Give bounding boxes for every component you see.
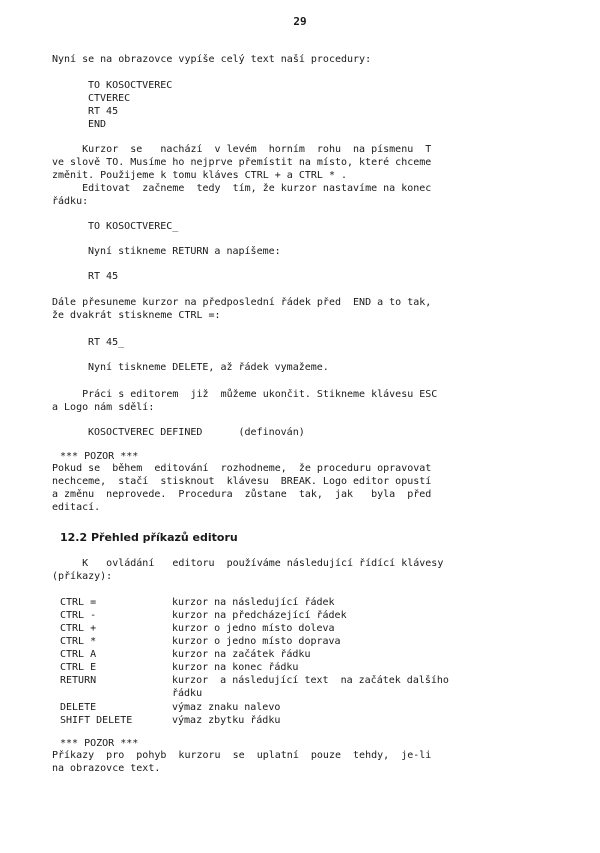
warning-line: editací. bbox=[52, 502, 101, 513]
procedure-line: TO KOSOCTVEREC bbox=[88, 80, 173, 91]
paragraph-line: Práci s editorem již můžeme ukončit. Stikneme klávesu ESC bbox=[52, 389, 438, 400]
section-heading: 12.2 Přehled příkazů editoru bbox=[60, 531, 238, 544]
code-line: KOSOCTVEREC DEFINED (definován) bbox=[88, 427, 305, 438]
command-description: kurzor na začátek řádku bbox=[172, 649, 311, 660]
warning-line: Příkazy pro pohyb kurzoru se uplatní pouze tehdy, je-li bbox=[52, 750, 432, 761]
warning-line: nechceme, stačí stisknout klávesu BREAK. Logo editor opustí bbox=[52, 476, 432, 487]
paragraph-line: změnit. Použijeme k tomu kláves CTRL + a CTRL * . bbox=[52, 170, 348, 181]
paragraph-line: Kurzor se nachází v levém horním rohu na písmenu T bbox=[52, 144, 432, 155]
command-description: kurzor na následující řádek bbox=[172, 597, 335, 608]
instruction-text: Nyní tiskneme DELETE, až řádek vymažeme. bbox=[88, 362, 329, 373]
command-description: kurzor na předcházející řádek bbox=[172, 610, 347, 621]
command-description: kurzor a následující text na začátek dalšího řádku bbox=[172, 675, 449, 699]
command-description: kurzor o jedno místo doleva bbox=[172, 623, 335, 634]
command-description: kurzor o jedno místo doprava bbox=[172, 636, 341, 647]
paragraph-line: a Logo nám sdělí: bbox=[52, 402, 155, 413]
procedure-line: END bbox=[88, 119, 107, 130]
command-key: CTRL - bbox=[60, 610, 97, 621]
command-key: CTRL E bbox=[60, 662, 97, 673]
command-key: CTRL A bbox=[60, 649, 97, 660]
page-number: 29 bbox=[293, 15, 307, 28]
command-description: výmaz zbytku řádku bbox=[172, 715, 281, 726]
command-key: RETURN bbox=[60, 675, 97, 686]
command-key: CTRL = bbox=[60, 597, 97, 608]
instruction-text: Nyní stikneme RETURN a napíšeme: bbox=[88, 246, 281, 257]
paragraph-line: (příkazy): bbox=[52, 571, 113, 582]
warning-line: na obrazovce text. bbox=[52, 763, 161, 774]
command-key: CTRL * bbox=[60, 636, 97, 647]
paragraph-line: K ovládání editoru používáme následující řídící klávesy bbox=[52, 558, 444, 569]
code-line: RT 45 bbox=[88, 271, 119, 282]
command-description: kurzor na konec řádku bbox=[172, 662, 299, 673]
warning-line: a změnu neprovede. Procedura zůstane tak, jak byla před bbox=[52, 489, 432, 500]
paragraph-line: že dvakrát stiskneme CTRL =: bbox=[52, 310, 221, 321]
command-key: SHIFT DELETE bbox=[60, 715, 133, 726]
procedure-line: RT 45 bbox=[88, 106, 119, 117]
paragraph-line: ve slově TO. Musíme ho nejprve přemístit na místo, které chceme bbox=[52, 157, 432, 168]
procedure-line: CTVEREC bbox=[88, 93, 131, 104]
code-line: TO KOSOCTVEREC_ bbox=[88, 221, 179, 232]
paragraph-line: řádku: bbox=[52, 196, 89, 207]
warning-line: Pokud se během editování rozhodneme, že proceduru opravovat bbox=[52, 463, 432, 474]
code-line: RT 45_ bbox=[88, 337, 125, 348]
warning-title: *** POZOR *** bbox=[60, 451, 139, 462]
command-description: výmaz znaku nalevo bbox=[172, 702, 281, 713]
warning-title: *** POZOR *** bbox=[60, 738, 139, 749]
command-key: DELETE bbox=[60, 702, 97, 713]
paragraph-line: Editovat začneme tedy tím, že kurzor nastavíme na konec bbox=[52, 183, 432, 194]
paragraph-line: Dále přesuneme kurzor na předposlední řádek před END a to tak, bbox=[52, 297, 432, 308]
intro-text: Nyní se na obrazovce vypíše celý text naší procedury: bbox=[52, 54, 372, 65]
command-key: CTRL + bbox=[60, 623, 97, 634]
